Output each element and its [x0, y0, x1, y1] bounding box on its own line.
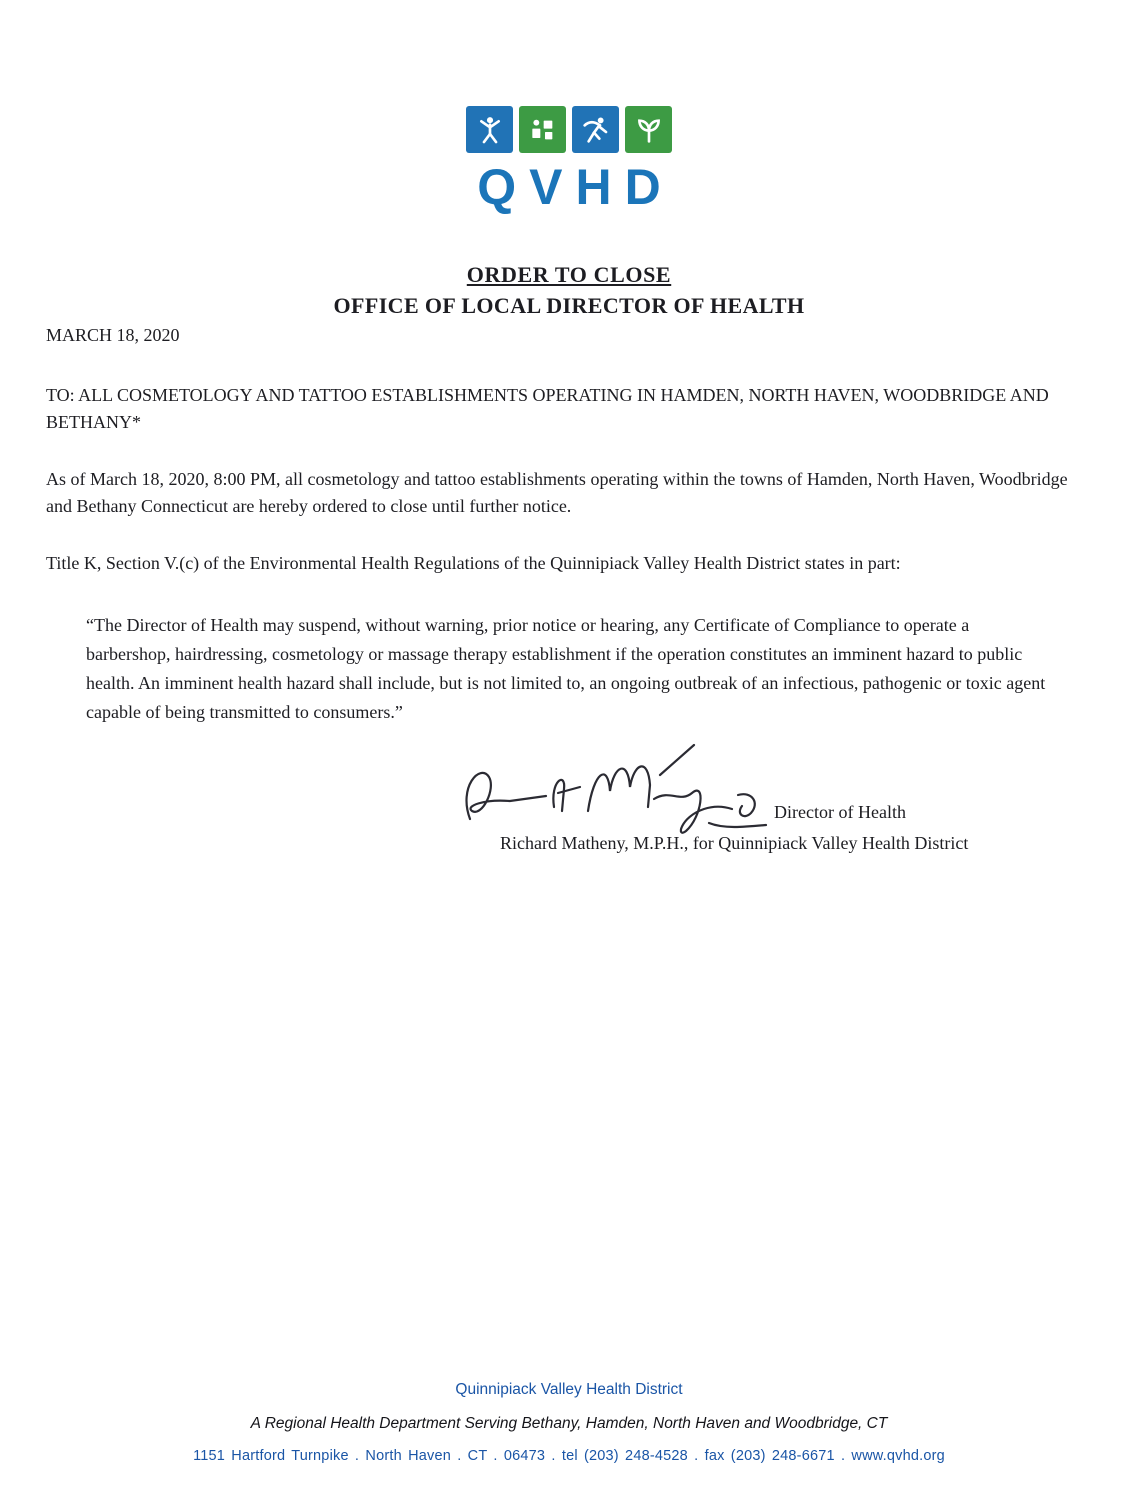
recipient-line: TO: ALL COSMETOLOGY AND TATTOO ESTABLISHMENTS OPERATING IN HAMDEN, NORTH HAVEN, WOODBRIDGE AND BETHANY* — [46, 384, 1049, 432]
document-body — [0, 325, 1138, 855]
logo-tiles — [0, 106, 1138, 153]
logo-tile-blue-2 — [572, 106, 619, 153]
date-line: MARCH 18, 2020 — [46, 324, 180, 345]
document-title: ORDER TO CLOSE — [466, 261, 672, 287]
signature-handwriting — [454, 741, 772, 845]
document-subtitle: OFFICE OF LOCAL DIRECTOR OF HEALTH — [333, 292, 805, 318]
footer — [0, 1381, 1138, 1464]
footer-org-name: Quinnipiack Valley Health District — [455, 1381, 683, 1398]
logo-tile-blue-1 — [466, 106, 513, 153]
logo-tile-green-2 — [625, 106, 672, 153]
paragraph-order-to-close: As of March 18, 2020, 8:00 PM, all cosmetology and tattoo establishments operating within the towns of Hamden, North Haven, Woodbridge and Bethany Connecticut are hereby ordered to close until further notice. — [46, 468, 1068, 516]
qvhd-logo — [0, 0, 1138, 214]
brand-wordmark: QVHD — [477, 159, 674, 215]
regulation-quote: “The Director of Health may suspend, without warning, prior notice or hearing, any Certificate of Compliance to operate a barbershop, hairdressing, cosmetology or massage therapy establishment if the operation constitutes an imminent hazard to public health. An imminent health hazard shall include, but is not limited to, an ongoing outbreak of an infectious, pathogenic or toxic agent capable of being transmitted to consumers.” — [86, 614, 1046, 722]
signature-block — [46, 741, 1088, 854]
community-blocks-icon — [527, 114, 559, 146]
plant-icon — [633, 114, 665, 146]
runner-icon — [580, 114, 612, 146]
footer-tagline: A Regional Health Department Serving Bethany, Hamden, North Haven and Woodbridge, CT — [250, 1415, 888, 1432]
footer-contact-line: 1151 Hartford Turnpike . North Haven . CT . 06473 . tel (203) 248-4528 . fax (203) 248-6671 . www.qvhd.org — [193, 1448, 945, 1464]
signatory-name: Richard Matheny, M.P.H., for Quinnipiack Valley Health District — [500, 833, 969, 854]
logo-tile-green-1 — [519, 106, 566, 153]
signature-title: Director of Health — [774, 802, 906, 823]
person-icon — [474, 114, 506, 146]
paragraph-regulation-reference: Title K, Section V.(c) of the Environmental Health Regulations of the Quinnipiack Valley Health District states in part: — [46, 552, 901, 573]
